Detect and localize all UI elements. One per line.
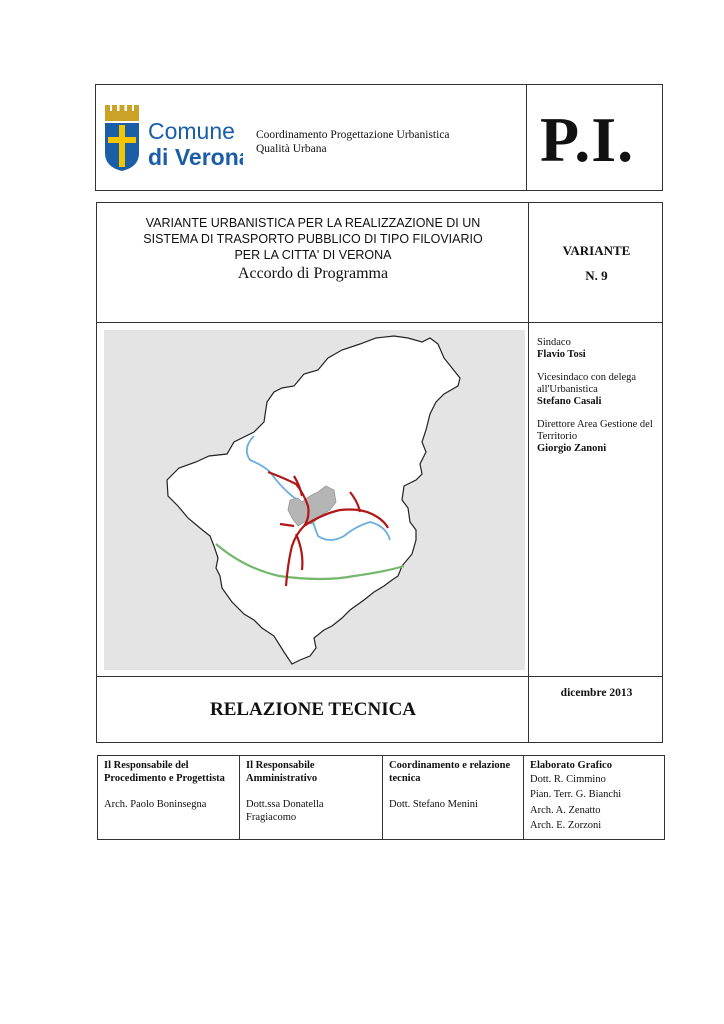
official-role: Sindaco	[537, 337, 571, 348]
title-line-1: VARIANTE URBANISTICA PER LA REALIZZAZIONE DI UN	[145, 216, 481, 230]
pi-label: P.I.	[540, 104, 635, 175]
footer-col-responsabile	[98, 756, 239, 839]
header-box	[95, 84, 663, 191]
main-divider-2	[97, 676, 662, 677]
crown-icon	[105, 105, 139, 121]
footer-name: Arch. A. Zenatto	[530, 804, 601, 816]
title-line-3: PER LA CITTA' DI VERONA	[234, 248, 392, 262]
main-divider-1	[97, 322, 662, 323]
variante-block	[529, 238, 664, 288]
shield-icon	[105, 123, 139, 171]
coord-line-1: Coordinamento Progettazione Urbanistica	[256, 129, 450, 141]
footer-col-header: Il Responsabile Amministrativo	[246, 760, 318, 784]
officials-list	[537, 337, 662, 466]
footer-col-coordinamento	[383, 756, 523, 839]
official-director	[537, 419, 662, 455]
coord-line-2: Qualità Urbana	[256, 143, 327, 155]
footer-box	[97, 755, 665, 840]
variante-number: N. 9	[585, 268, 608, 283]
official-vice-mayor	[537, 372, 662, 408]
document-title: RELAZIONE TECNICA	[209, 699, 417, 720]
footer-col-header: Elaborato Grafico	[530, 760, 612, 771]
main-box	[96, 202, 663, 743]
variante-label: VARIANTE	[562, 243, 631, 258]
subtitle: Accordo di Programma	[237, 265, 389, 282]
city-map	[104, 330, 525, 670]
footer-name: Dott. R. Cimmino	[530, 773, 606, 785]
title-line-2: SISTEMA DI TRASPORTO PUBBLICO DI TIPO FILOVIARIO	[143, 232, 483, 246]
official-mayor	[537, 337, 662, 361]
footer-col-amministrativo	[240, 756, 382, 839]
footer-name: Arch. Paolo Boninsegna	[104, 799, 207, 810]
logo-text-comune: Comune	[148, 118, 235, 144]
footer-col-header: Il Responsabile del Procedimento e Progettista	[104, 760, 225, 784]
official-name: Giorgio Zanoni	[537, 443, 607, 454]
header-divider	[526, 85, 527, 190]
document-date: dicembre 2013	[560, 687, 633, 699]
official-name: Stefano Casali	[537, 396, 602, 407]
footer-name: Dott. Stefano Menini	[389, 799, 478, 810]
project-title	[97, 215, 529, 282]
footer-name: Pian. Terr. G. Bianchi	[530, 789, 622, 800]
coordination-office	[256, 128, 450, 156]
logo-text-di-verona: di Verona	[148, 144, 243, 170]
footer-col-elaborato	[524, 756, 664, 839]
footer-name: Dott.ssa Donatella Fragiacomo	[246, 799, 324, 823]
comune-di-verona-logo	[103, 103, 243, 175]
footer-name: Arch. E. Zorzoni	[530, 820, 602, 831]
footer-col-header: Coordinamento e relazione tecnica	[389, 760, 511, 784]
official-role: Vicesindaco con delega all'Urbanistica	[537, 372, 637, 395]
official-role: Direttore Area Gestione del Territorio	[537, 419, 653, 442]
official-name: Flavio Tosi	[537, 349, 586, 360]
